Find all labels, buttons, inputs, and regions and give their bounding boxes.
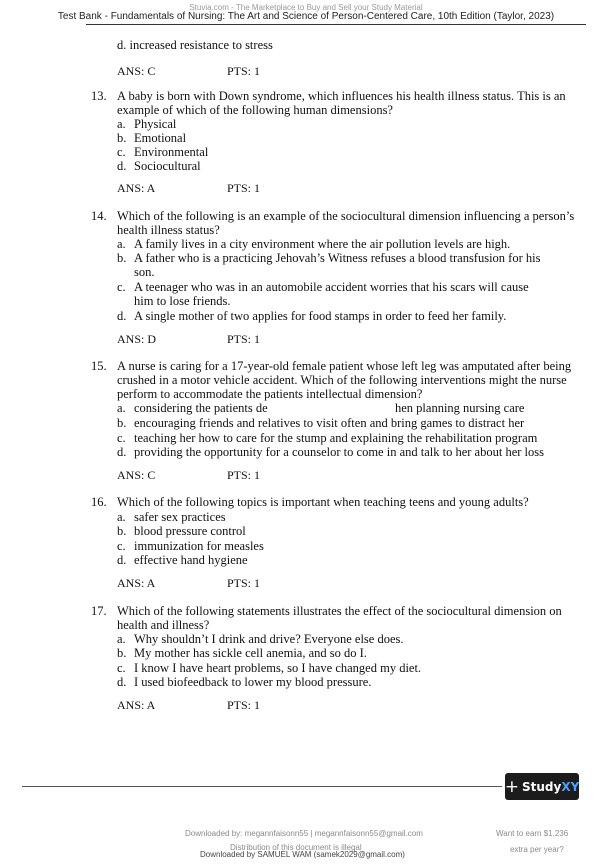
question-16-option-a-letter: a. <box>117 510 126 524</box>
question-14-option-c-letter: c. <box>117 280 126 294</box>
question-15-stem-line2: crushed in a motor vehicle accident. Which of the following interventions might the nurse <box>117 373 567 387</box>
question-17-points: PTS: 1 <box>227 698 261 712</box>
question-15-option-c-letter: c. <box>117 431 126 445</box>
question-17-number: 17. <box>91 604 107 618</box>
question-15-number: 15. <box>91 359 107 373</box>
question-14-answer: ANS: D <box>117 332 157 346</box>
question-17-option-a-letter: a. <box>117 632 126 646</box>
question-15-points: PTS: 1 <box>227 468 261 482</box>
question-16-option-b: blood pressure control <box>134 524 246 538</box>
question-15-option-a-letter: a. <box>117 401 126 415</box>
question-16-stem-line1: Which of the following topics is important when teaching teens and young adults? <box>117 495 529 509</box>
footer-downloaded-by-2: Downloaded by SAMUEL WAM (samek2029@gmail.com) <box>200 850 405 859</box>
studyx-logo-text: Study <box>521 779 562 794</box>
footer-distribution-notice: Distribution of this document is illegal <box>230 843 362 852</box>
redaction-overlay <box>295 402 395 416</box>
question-13-option-a: Physical <box>134 117 177 131</box>
question-15-option-a: considering the patients de <box>134 401 268 415</box>
prev-answer: ANS: C <box>117 64 156 78</box>
question-13-option-b: Emotional <box>134 131 187 145</box>
footer-downloaded-by-1: Downloaded by: megannfaisonn55 | megannfaisonn55@gmail.com <box>185 829 423 838</box>
question-13-stem-line1: A baby is born with Down syndrome, which influences his health illness status. This is an <box>117 89 566 103</box>
footer-divider <box>22 786 502 787</box>
question-16-points: PTS: 1 <box>227 576 261 590</box>
question-14-option-d: A single mother of two applies for food stamps in order to feed her family. <box>134 309 507 323</box>
question-13-stem-line2: example of which of the following human dimensions? <box>117 103 393 117</box>
question-14-option-d-letter: d. <box>117 309 127 323</box>
prev-option-d: d. increased resistance to stress <box>117 38 273 52</box>
question-14-option-b-letter: b. <box>117 251 127 265</box>
question-13-option-c-letter: c. <box>117 145 126 159</box>
question-15-option-d: providing the opportunity for a counselor to come in and talk to her about her loss <box>134 445 544 459</box>
question-13-option-b-letter: b. <box>117 131 127 145</box>
question-17-option-c: I know I have heart problems, so I have changed my diet. <box>134 661 422 675</box>
question-15-stem-line3: perform to accommodate the patients intellectual dimension? <box>117 387 423 401</box>
question-14-option-c: A teenager who was in an automobile accident worries that his scars will cause <box>134 280 529 294</box>
question-16-option-a: safer sex practices <box>134 510 226 524</box>
header-divider <box>86 24 586 25</box>
page-header-title: Test Bank - Fundamentals of Nursing: The Art and Science of Person-Centered Care, 10th Edition (Taylor, 2023) <box>57 11 555 22</box>
question-16-option-c: immunization for measles <box>134 539 264 553</box>
question-17-option-b-letter: b. <box>117 646 127 660</box>
question-16-option-c-letter: c. <box>117 539 126 553</box>
question-14-option-b: A father who is a practicing Jehovah’s Witness refuses a blood transfusion for his <box>134 251 541 265</box>
studyx-logo-xy: XY <box>561 779 580 794</box>
question-17-option-b: My mother has sickle cell anemia, and so do I. <box>134 646 367 660</box>
question-14-number: 14. <box>91 209 107 223</box>
footer-earn-line2[interactable]: extra per year? <box>510 845 564 854</box>
question-15-option-a-after: hen planning nursing care <box>395 401 525 415</box>
question-13-points: PTS: 1 <box>227 181 261 195</box>
question-16-option-d-letter: d. <box>117 553 127 567</box>
question-16-option-b-letter: b. <box>117 524 127 538</box>
studyx-badge[interactable] <box>505 773 579 800</box>
question-15-stem-line1: A nurse is caring for a 17-year-old female patient whose left leg was amputated after being <box>117 359 572 373</box>
question-15-option-b: encouraging friends and relatives to visit often and bring games to distract her <box>134 416 525 430</box>
question-17-option-d-letter: d. <box>117 675 127 689</box>
stuvia-banner: Stuvia.com - The Marketplace to Buy and Sell your Study Material <box>189 3 423 12</box>
question-13-answer: ANS: A <box>117 181 156 195</box>
question-14-option-b-cont: son. <box>134 265 155 279</box>
question-16-answer: ANS: A <box>117 576 156 590</box>
question-14-option-a: A family lives in a city environment where the air pollution levels are high. <box>134 237 511 251</box>
question-14-option-a-letter: a. <box>117 237 126 251</box>
question-15-option-d-letter: d. <box>117 445 127 459</box>
question-17-option-d: I used biofeedback to lower my blood pressure. <box>134 675 372 689</box>
question-15-option-b-letter: b. <box>117 416 127 430</box>
question-17-option-a: Why shouldn’t I drink and drive? Everyone else does. <box>134 632 404 646</box>
question-16-number: 16. <box>91 495 107 509</box>
question-14-option-c-cont: him to lose friends. <box>134 294 231 308</box>
question-13-option-d: Sociocultural <box>134 159 201 173</box>
question-14-stem-line1: Which of the following is an example of the sociocultural dimension influencing a person’s <box>117 209 575 223</box>
question-17-stem-line1: Which of the following statements illustrates the effect of the sociocultural dimension on <box>117 604 562 618</box>
question-15-option-c: teaching her how to care for the stump and explaining the rehabilitation program <box>134 431 538 445</box>
question-17-answer: ANS: A <box>117 698 156 712</box>
question-13-option-a-letter: a. <box>117 117 126 131</box>
question-13-option-c: Environmental <box>134 145 209 159</box>
question-13-option-d-letter: d. <box>117 159 127 173</box>
footer-earn-line1[interactable]: Want to earn $1.236 <box>496 829 569 838</box>
question-14-points: PTS: 1 <box>227 332 261 346</box>
plus-icon: + <box>504 776 519 797</box>
question-17-option-c-letter: c. <box>117 661 126 675</box>
prev-points: PTS: 1 <box>227 64 261 78</box>
question-16-option-d: effective hand hygiene <box>134 553 248 567</box>
question-14-stem-line2: health illness status? <box>117 223 220 237</box>
question-15-answer: ANS: C <box>117 468 156 482</box>
question-17-stem-line2: health and illness? <box>117 618 210 632</box>
question-13-number: 13. <box>91 89 107 103</box>
